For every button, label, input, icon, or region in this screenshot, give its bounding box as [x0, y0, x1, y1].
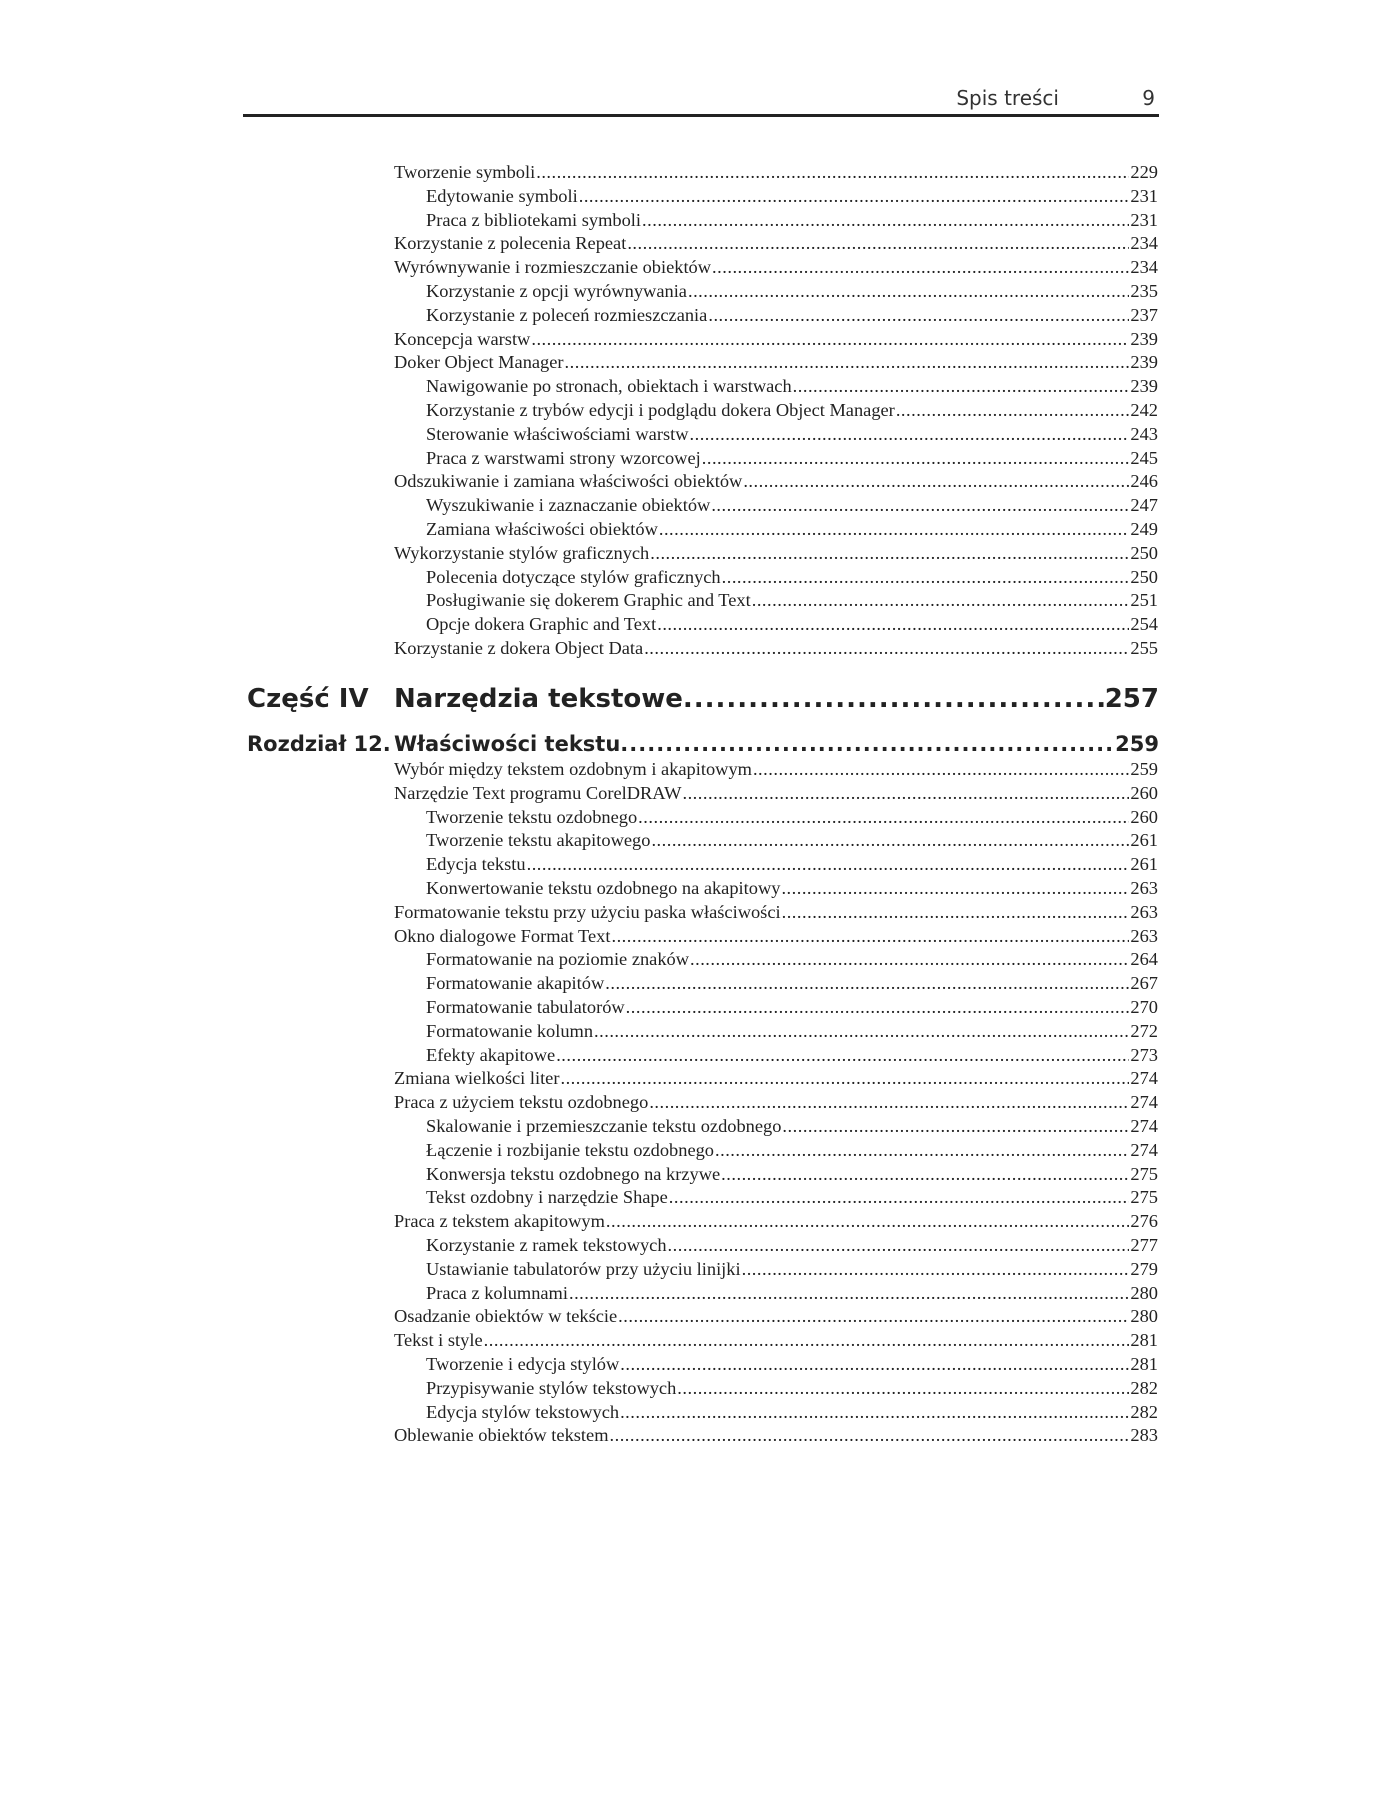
dot-leader [896, 400, 1130, 421]
dot-leader [638, 807, 1129, 828]
toc-entry-page: 250 [1130, 542, 1158, 563]
toc-entry-page: 280 [1130, 1282, 1158, 1303]
toc-entry[interactable] [394, 1306, 1158, 1330]
dot-leader [782, 1116, 1129, 1137]
toc-entry[interactable] [394, 162, 1158, 186]
chapter-title: Właściwości tekstu [394, 732, 621, 756]
toc-entry-page: 260 [1130, 782, 1158, 803]
toc-entry-page: 261 [1130, 854, 1158, 875]
dot-leader [722, 567, 1130, 588]
toc-entry-page: 239 [1130, 328, 1158, 349]
toc-entry-title: Praca z tekstem akapitowym [394, 1211, 605, 1232]
toc-entry-title: Formatowanie tabulatorów [426, 996, 625, 1017]
toc-entry[interactable] [394, 1021, 1158, 1045]
toc-entry[interactable] [394, 329, 1158, 353]
toc-entry-title: Tworzenie tekstu ozdobnego [426, 806, 638, 827]
dot-leader [618, 1306, 1129, 1327]
dot-leader [644, 638, 1129, 659]
toc-entry[interactable] [394, 878, 1158, 902]
toc-entry-page: 235 [1130, 280, 1158, 301]
toc-entry[interactable] [394, 1116, 1158, 1140]
toc-entry[interactable] [394, 233, 1158, 257]
toc-entry[interactable] [394, 1402, 1158, 1426]
dot-leader [657, 614, 1129, 635]
dot-leader [651, 830, 1129, 851]
toc-entry[interactable] [394, 1330, 1158, 1354]
toc-entry[interactable] [394, 807, 1158, 831]
toc-entry-title: Efekty akapitowe [426, 1044, 556, 1065]
dot-leader [682, 783, 1129, 804]
toc-entry[interactable] [394, 1211, 1158, 1235]
dot-leader [527, 854, 1130, 875]
toc-entry[interactable] [394, 926, 1158, 950]
toc-entry-title: Edycja stylów tekstowych [426, 1401, 620, 1422]
toc-entry-page: 273 [1130, 1044, 1158, 1065]
toc-entry[interactable] [394, 1259, 1158, 1283]
part-page: 257 [1104, 684, 1159, 714]
toc-entry[interactable] [394, 543, 1158, 567]
dot-leader [690, 424, 1130, 445]
toc-entry[interactable] [394, 400, 1158, 424]
toc-entry[interactable] [394, 590, 1158, 614]
toc-entry[interactable] [394, 471, 1158, 495]
toc-entry-title: Tworzenie i edycja stylów [426, 1353, 620, 1374]
dot-leader [560, 1068, 1129, 1089]
toc-entry-page: 276 [1130, 1211, 1158, 1232]
toc-entry-title: Ustawianie tabulatorów przy użyciu linijki [426, 1258, 741, 1279]
dot-leader [742, 1259, 1130, 1280]
toc-entry-title: Skalowanie i przemieszczanie tekstu ozdobnego [426, 1115, 782, 1136]
toc-entry[interactable] [394, 186, 1158, 210]
toc-entry[interactable] [394, 1068, 1158, 1092]
toc-entry-page: 243 [1130, 423, 1158, 444]
toc-entry[interactable] [394, 638, 1158, 662]
dot-leader [683, 684, 1105, 714]
toc-entry[interactable] [394, 1354, 1158, 1378]
toc-entry-title: Zmiana wielkości liter [394, 1068, 560, 1089]
dot-leader [708, 305, 1129, 326]
toc-entry[interactable] [394, 1283, 1158, 1307]
toc-entry-page: 250 [1130, 566, 1158, 587]
toc-entry-page: 279 [1130, 1258, 1158, 1279]
toc-entry-page: 251 [1130, 590, 1158, 611]
toc-entry-title: Praca z bibliotekami symboli [426, 209, 642, 230]
header-title: Spis treści [956, 86, 1059, 110]
toc-entry[interactable] [394, 424, 1158, 448]
dot-leader [605, 973, 1129, 994]
toc-entry-page: 274 [1130, 1092, 1158, 1113]
toc-entry-page: 274 [1130, 1068, 1158, 1089]
toc-entry-title: Edycja tekstu [426, 854, 526, 875]
toc-entry-page: 239 [1130, 376, 1158, 397]
toc-entry-title: Tworzenie tekstu akapitowego [426, 830, 651, 851]
toc-entry-title: Nawigowanie po stronach, obiektach i warstwach [426, 376, 792, 397]
toc-entry-title: Wyrównywanie i rozmieszczanie obiektów [394, 257, 712, 278]
toc-entry-title: Wykorzystanie stylów graficznych [394, 542, 650, 563]
running-header [243, 86, 1159, 116]
toc-entry-title: Praca z warstwami strony wzorcowej [426, 447, 701, 468]
toc-entry[interactable] [394, 495, 1158, 519]
toc-entry-page: 277 [1130, 1234, 1158, 1255]
part-title: Narzędzia tekstowe [394, 684, 683, 714]
toc-entry-page: 229 [1130, 162, 1158, 182]
toc-entry[interactable] [394, 614, 1158, 638]
toc-entry[interactable] [394, 257, 1158, 281]
toc-entry[interactable] [394, 210, 1158, 234]
toc-entry-page: 237 [1130, 304, 1158, 325]
dot-leader [721, 1164, 1129, 1185]
toc-entry[interactable] [394, 376, 1158, 400]
toc-entry[interactable] [394, 1378, 1158, 1402]
chapter-label: Rozdział 12. [247, 732, 391, 756]
toc-entry[interactable] [394, 1235, 1158, 1259]
toc-entry[interactable] [394, 352, 1158, 376]
dot-leader [659, 519, 1130, 540]
dot-leader [782, 902, 1130, 923]
dot-leader [642, 210, 1129, 231]
dot-leader [565, 352, 1130, 373]
toc-entry-page: 259 [1130, 759, 1158, 779]
dot-leader [626, 997, 1130, 1018]
toc-entry-page: 275 [1130, 1187, 1158, 1208]
toc-entry-page: 231 [1130, 185, 1158, 206]
toc-entry-title: Osadzanie obiektów w tekście [394, 1306, 618, 1327]
toc-entry-title: Okno dialogowe Format Text [394, 925, 611, 946]
toc-entry-title: Tekst ozdobny i narzędzie Shape [426, 1187, 668, 1208]
toc-entry-page: 249 [1130, 518, 1158, 539]
toc-entry-page: 272 [1130, 1020, 1158, 1041]
toc-entry-title: Formatowanie kolumn [426, 1020, 594, 1041]
toc-entry-page: 247 [1130, 495, 1158, 516]
toc-entry-title: Formatowanie akapitów [426, 973, 605, 994]
toc-entry-title: Korzystanie z polecenia Repeat [394, 233, 627, 254]
toc-entry-page: 260 [1130, 806, 1158, 827]
toc-entry[interactable] [394, 830, 1158, 854]
toc-list-bottom [394, 759, 1158, 1449]
part-label: Część IV [247, 684, 369, 714]
toc-entry-page: 263 [1130, 901, 1158, 922]
toc-entry-title: Praca z kolumnami [426, 1282, 568, 1303]
toc-entry[interactable] [394, 949, 1158, 973]
toc-entry-title: Korzystanie z ramek tekstowych [426, 1234, 667, 1255]
dot-leader [668, 1235, 1130, 1256]
dot-leader [531, 329, 1129, 350]
toc-entry-page: 275 [1130, 1163, 1158, 1184]
toc-entry-page: 246 [1130, 471, 1158, 492]
toc-entry[interactable] [394, 281, 1158, 305]
dot-leader [711, 495, 1129, 516]
toc-entry-page: 280 [1130, 1306, 1158, 1327]
toc-entry-page: 283 [1130, 1425, 1158, 1446]
toc-entry-title: Tekst i style [394, 1330, 483, 1351]
toc-entry-page: 281 [1130, 1353, 1158, 1374]
dot-leader [752, 590, 1130, 611]
toc-entry-title: Polecenia dotyczące stylów graficznych [426, 566, 721, 587]
dot-leader [650, 543, 1129, 564]
toc-entry-title: Wyszukiwanie i zaznaczanie obiektów [426, 495, 711, 516]
dot-leader [536, 162, 1129, 183]
toc-entry-title: Formatowanie tekstu przy użyciu paska właściwości [394, 901, 781, 922]
toc-entry-page: 234 [1130, 257, 1158, 278]
dot-leader [781, 878, 1129, 899]
dot-leader [677, 1378, 1129, 1399]
toc-entry-page: 239 [1130, 352, 1158, 373]
toc-entry-title: Korzystanie z trybów edycji i podglądu dokera Object Manager [426, 399, 895, 420]
toc-entry-title: Korzystanie z poleceń rozmieszczania [426, 304, 708, 325]
toc-entry-page: 274 [1130, 1115, 1158, 1136]
dot-leader [484, 1330, 1130, 1351]
dot-leader [610, 1425, 1130, 1446]
toc-entry-page: 234 [1130, 233, 1158, 254]
toc-entry-page: 281 [1130, 1330, 1158, 1351]
toc-entry[interactable] [394, 448, 1158, 472]
toc-entry-title: Edytowanie symboli [426, 185, 578, 206]
dot-leader [620, 1402, 1129, 1423]
toc-entry-page: 263 [1130, 925, 1158, 946]
toc-entry-title: Sterowanie właściwościami warstw [426, 423, 689, 444]
chapter-heading [247, 732, 1159, 760]
toc-entry-title: Korzystanie z opcji wyrównywania [426, 280, 687, 301]
dot-leader [690, 949, 1129, 970]
dot-leader [649, 1092, 1129, 1113]
toc-entry[interactable] [394, 854, 1158, 878]
toc-entry[interactable] [394, 1164, 1158, 1188]
toc-entry[interactable] [394, 997, 1158, 1021]
toc-entry-title: Oblewanie obiektów tekstem [394, 1425, 609, 1446]
toc-entry-page: 254 [1130, 614, 1158, 635]
toc-entry-title: Odszukiwanie i zamiana właściwości obiektów [394, 471, 743, 492]
toc-entry[interactable] [394, 1425, 1158, 1449]
part-entry[interactable] [394, 684, 1159, 714]
toc-entry[interactable] [394, 567, 1158, 591]
toc-entry[interactable] [394, 305, 1158, 329]
toc-entry-title: Konwertowanie tekstu ozdobnego na akapitowy [426, 877, 781, 898]
toc-entry-page: 270 [1130, 996, 1158, 1017]
toc-entry[interactable] [394, 783, 1158, 807]
toc-entry-page: 267 [1130, 973, 1158, 994]
toc-entry-page: 242 [1130, 399, 1158, 420]
toc-entry-title: Praca z użyciem tekstu ozdobnego [394, 1092, 649, 1113]
dot-leader [620, 732, 1115, 756]
toc-entry-page: 282 [1130, 1377, 1158, 1398]
toc-entry-title: Opcje dokera Graphic and Text [426, 614, 657, 635]
dot-leader [712, 257, 1129, 278]
dot-leader [793, 376, 1130, 397]
dot-leader [611, 926, 1129, 947]
dot-leader [753, 759, 1129, 780]
dot-leader [606, 1211, 1129, 1232]
dot-leader [669, 1187, 1130, 1208]
dot-leader [620, 1354, 1129, 1375]
toc-entry[interactable] [394, 1092, 1158, 1116]
toc-entry-page: 231 [1130, 209, 1158, 230]
toc-entry-title: Narzędzie Text programu CorelDRAW [394, 782, 682, 803]
toc-entry-page: 274 [1130, 1139, 1158, 1160]
header-rule [243, 114, 1159, 117]
toc-entry[interactable] [394, 759, 1158, 783]
dot-leader [556, 1045, 1129, 1066]
toc-entry-page: 263 [1130, 877, 1158, 898]
dot-leader [627, 233, 1129, 254]
toc-entry-title: Przypisywanie stylów tekstowych [426, 1377, 677, 1398]
toc-entry-page: 264 [1130, 949, 1158, 970]
toc-entry[interactable] [394, 1140, 1158, 1164]
toc-entry-title: Formatowanie na poziomie znaków [426, 949, 690, 970]
toc-entry-title: Korzystanie z dokera Object Data [394, 637, 644, 658]
dot-leader [569, 1283, 1129, 1304]
dot-leader [743, 471, 1129, 492]
chapter-page: 259 [1115, 732, 1159, 756]
part-heading [247, 684, 1159, 720]
dot-leader [702, 448, 1130, 469]
toc-entry-title: Wybór między tekstem ozdobnym i akapitowym [394, 759, 752, 779]
chapter-entry[interactable] [394, 732, 1159, 756]
toc-entry-page: 282 [1130, 1401, 1158, 1422]
dot-leader [688, 281, 1129, 302]
dot-leader [715, 1140, 1129, 1161]
toc-entry-title: Posługiwanie się dokerem Graphic and Text [426, 590, 751, 611]
toc-list-top [394, 162, 1158, 662]
toc-entry[interactable] [394, 973, 1158, 997]
toc-entry-title: Koncepcja warstw [394, 328, 531, 349]
toc-entry-title: Łączenie i rozbijanie tekstu ozdobnego [426, 1139, 715, 1160]
toc-entry[interactable] [394, 1045, 1158, 1069]
toc-entry-page: 261 [1130, 830, 1158, 851]
toc-entry[interactable] [394, 519, 1158, 543]
toc-entry-title: Tworzenie symboli [394, 162, 536, 182]
header-page-number: 9 [1142, 86, 1155, 110]
toc-entry-title: Konwersja tekstu ozdobnego na krzywe [426, 1163, 721, 1184]
toc-entry-title: Doker Object Manager [394, 352, 564, 373]
dot-leader [579, 186, 1130, 207]
dot-leader [594, 1021, 1129, 1042]
toc-entry-title: Zamiana właściwości obiektów [426, 518, 658, 539]
toc-entry[interactable] [394, 902, 1158, 926]
toc-entry[interactable] [394, 1187, 1158, 1211]
toc-entry-page: 255 [1130, 637, 1158, 658]
toc-entry-page: 245 [1130, 447, 1158, 468]
